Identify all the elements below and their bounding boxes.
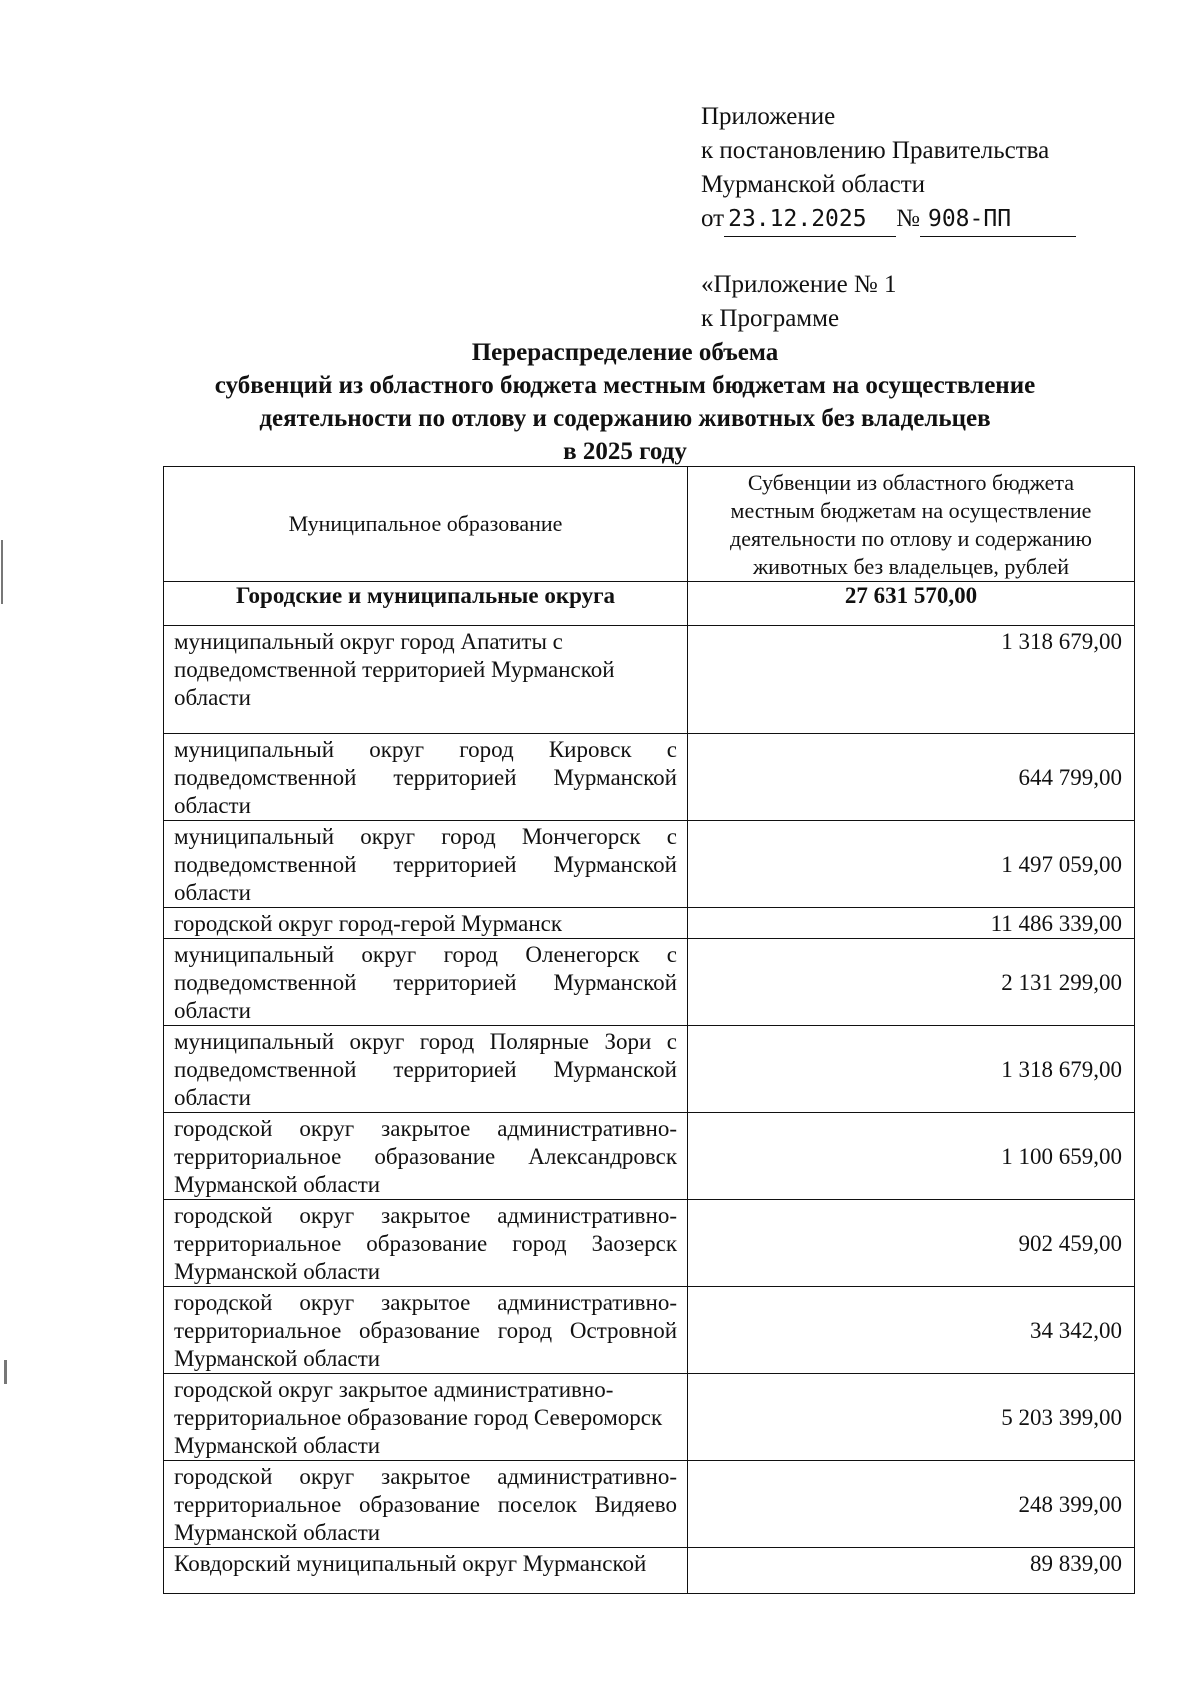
municipality-name: городской округ закрытое административно-территориальное образование Александровск Мурманской области: [164, 1113, 688, 1200]
municipality-name: муниципальный округ город Кировск с подведомственной территорией Мурманской области: [164, 734, 688, 821]
municipality-name: Ковдорский муниципальный округ Мурманской: [164, 1548, 688, 1594]
table-row: [164, 1548, 1135, 1594]
summary-label: Городские и муниципальные округа: [164, 582, 688, 626]
table-row: [164, 626, 1135, 734]
number-sign: №: [896, 205, 920, 232]
subsidy-table: [163, 466, 1135, 1594]
document-title: [150, 336, 1100, 468]
municipality-name: городской округ закрытое административно-территориальное образование поселок Видяево Мурманской области: [164, 1461, 688, 1548]
summary-total: 27 631 570,00: [688, 582, 1135, 626]
municipality-name: городской округ закрытое административно-территориальное образование город Заозерск Мурманской области: [164, 1200, 688, 1287]
subsidy-amount: 1 318 679,00: [688, 1026, 1135, 1113]
table-row: [164, 821, 1135, 908]
resolution-number: 908-ПП: [920, 202, 1076, 237]
resolution-date: 23.12.2025: [724, 202, 896, 237]
municipality-name: муниципальный округ город Оленегорск с подведомственной территорией Мурманской области: [164, 939, 688, 1026]
municipality-name: муниципальный округ город Апатиты с подведомственной территорией Мурманской области: [164, 626, 688, 734]
municipality-name: городской округ город-герой Мурманск: [164, 908, 688, 939]
column-header-municipality: Муниципальное образование: [164, 467, 688, 582]
table-header-row: [164, 467, 1135, 582]
subsidy-amount: 5 203 399,00: [688, 1374, 1135, 1461]
binding-mark: [1, 540, 3, 604]
subsidy-amount: 1 318 679,00: [688, 626, 1135, 734]
appendix-reference: [701, 268, 897, 336]
subsidy-amount: 89 839,00: [688, 1548, 1135, 1594]
resolution-header: [701, 100, 1141, 237]
header-line-1: Приложение: [701, 103, 836, 130]
table-row: [164, 1200, 1135, 1287]
municipality-name: городской округ закрытое административно-территориальное образование город Островной Мурманской области: [164, 1287, 688, 1374]
table-row: [164, 908, 1135, 939]
date-prefix: от: [701, 205, 725, 232]
column-header-subsidy-line: местным бюджетам на осуществление: [730, 498, 1092, 523]
subsidy-amount: 2 131 299,00: [688, 939, 1135, 1026]
subsidy-amount: 1 100 659,00: [688, 1113, 1135, 1200]
column-header-subsidy-line: Субвенции из областного бюджета: [747, 470, 1075, 495]
appendix-line-2: к Программе: [701, 305, 840, 332]
table-row: [164, 1374, 1135, 1461]
header-line-2: к постановлению Правительства: [701, 137, 1050, 164]
resolution-number-line: [701, 202, 1141, 237]
column-header-subsidy-line: деятельности по отлову и содержанию: [730, 526, 1092, 551]
table-row: [164, 1287, 1135, 1374]
subsidy-amount: 248 399,00: [688, 1461, 1135, 1548]
table-row: [164, 1461, 1135, 1548]
table-row: [164, 1113, 1135, 1200]
table-row: [164, 1026, 1135, 1113]
title-line-1: Перераспределение объема: [471, 339, 779, 366]
header-line-3: Мурманской области: [701, 171, 926, 198]
subsidy-amount: 11 486 339,00: [688, 908, 1135, 939]
subsidy-amount: 902 459,00: [688, 1200, 1135, 1287]
appendix-line-1: «Приложение № 1: [701, 271, 897, 298]
column-header-subsidy: [688, 467, 1135, 582]
municipality-name: городской округ закрытое административно-территориальное образование город Североморск Мурманской области: [164, 1374, 688, 1461]
title-line-3: деятельности по отлову и содержанию животных без владельцев: [259, 405, 991, 432]
table-summary-row: [164, 582, 1135, 626]
municipality-name: муниципальный округ город Полярные Зори с подведомственной территорией Мурманской области: [164, 1026, 688, 1113]
subsidy-amount: 644 799,00: [688, 734, 1135, 821]
title-line-2: субвенций из областного бюджета местным бюджетам на осуществление: [214, 372, 1036, 399]
column-header-subsidy-line: животных без владельцев, рублей: [752, 554, 1070, 579]
subsidy-amount: 1 497 059,00: [688, 821, 1135, 908]
table-row: [164, 734, 1135, 821]
subsidy-amount: 34 342,00: [688, 1287, 1135, 1374]
table-row: [164, 939, 1135, 1026]
municipality-name: муниципальный округ город Мончегорск с подведомственной территорией Мурманской области: [164, 821, 688, 908]
title-line-4: в 2025 году: [563, 438, 687, 465]
binding-mark: [4, 1360, 7, 1384]
